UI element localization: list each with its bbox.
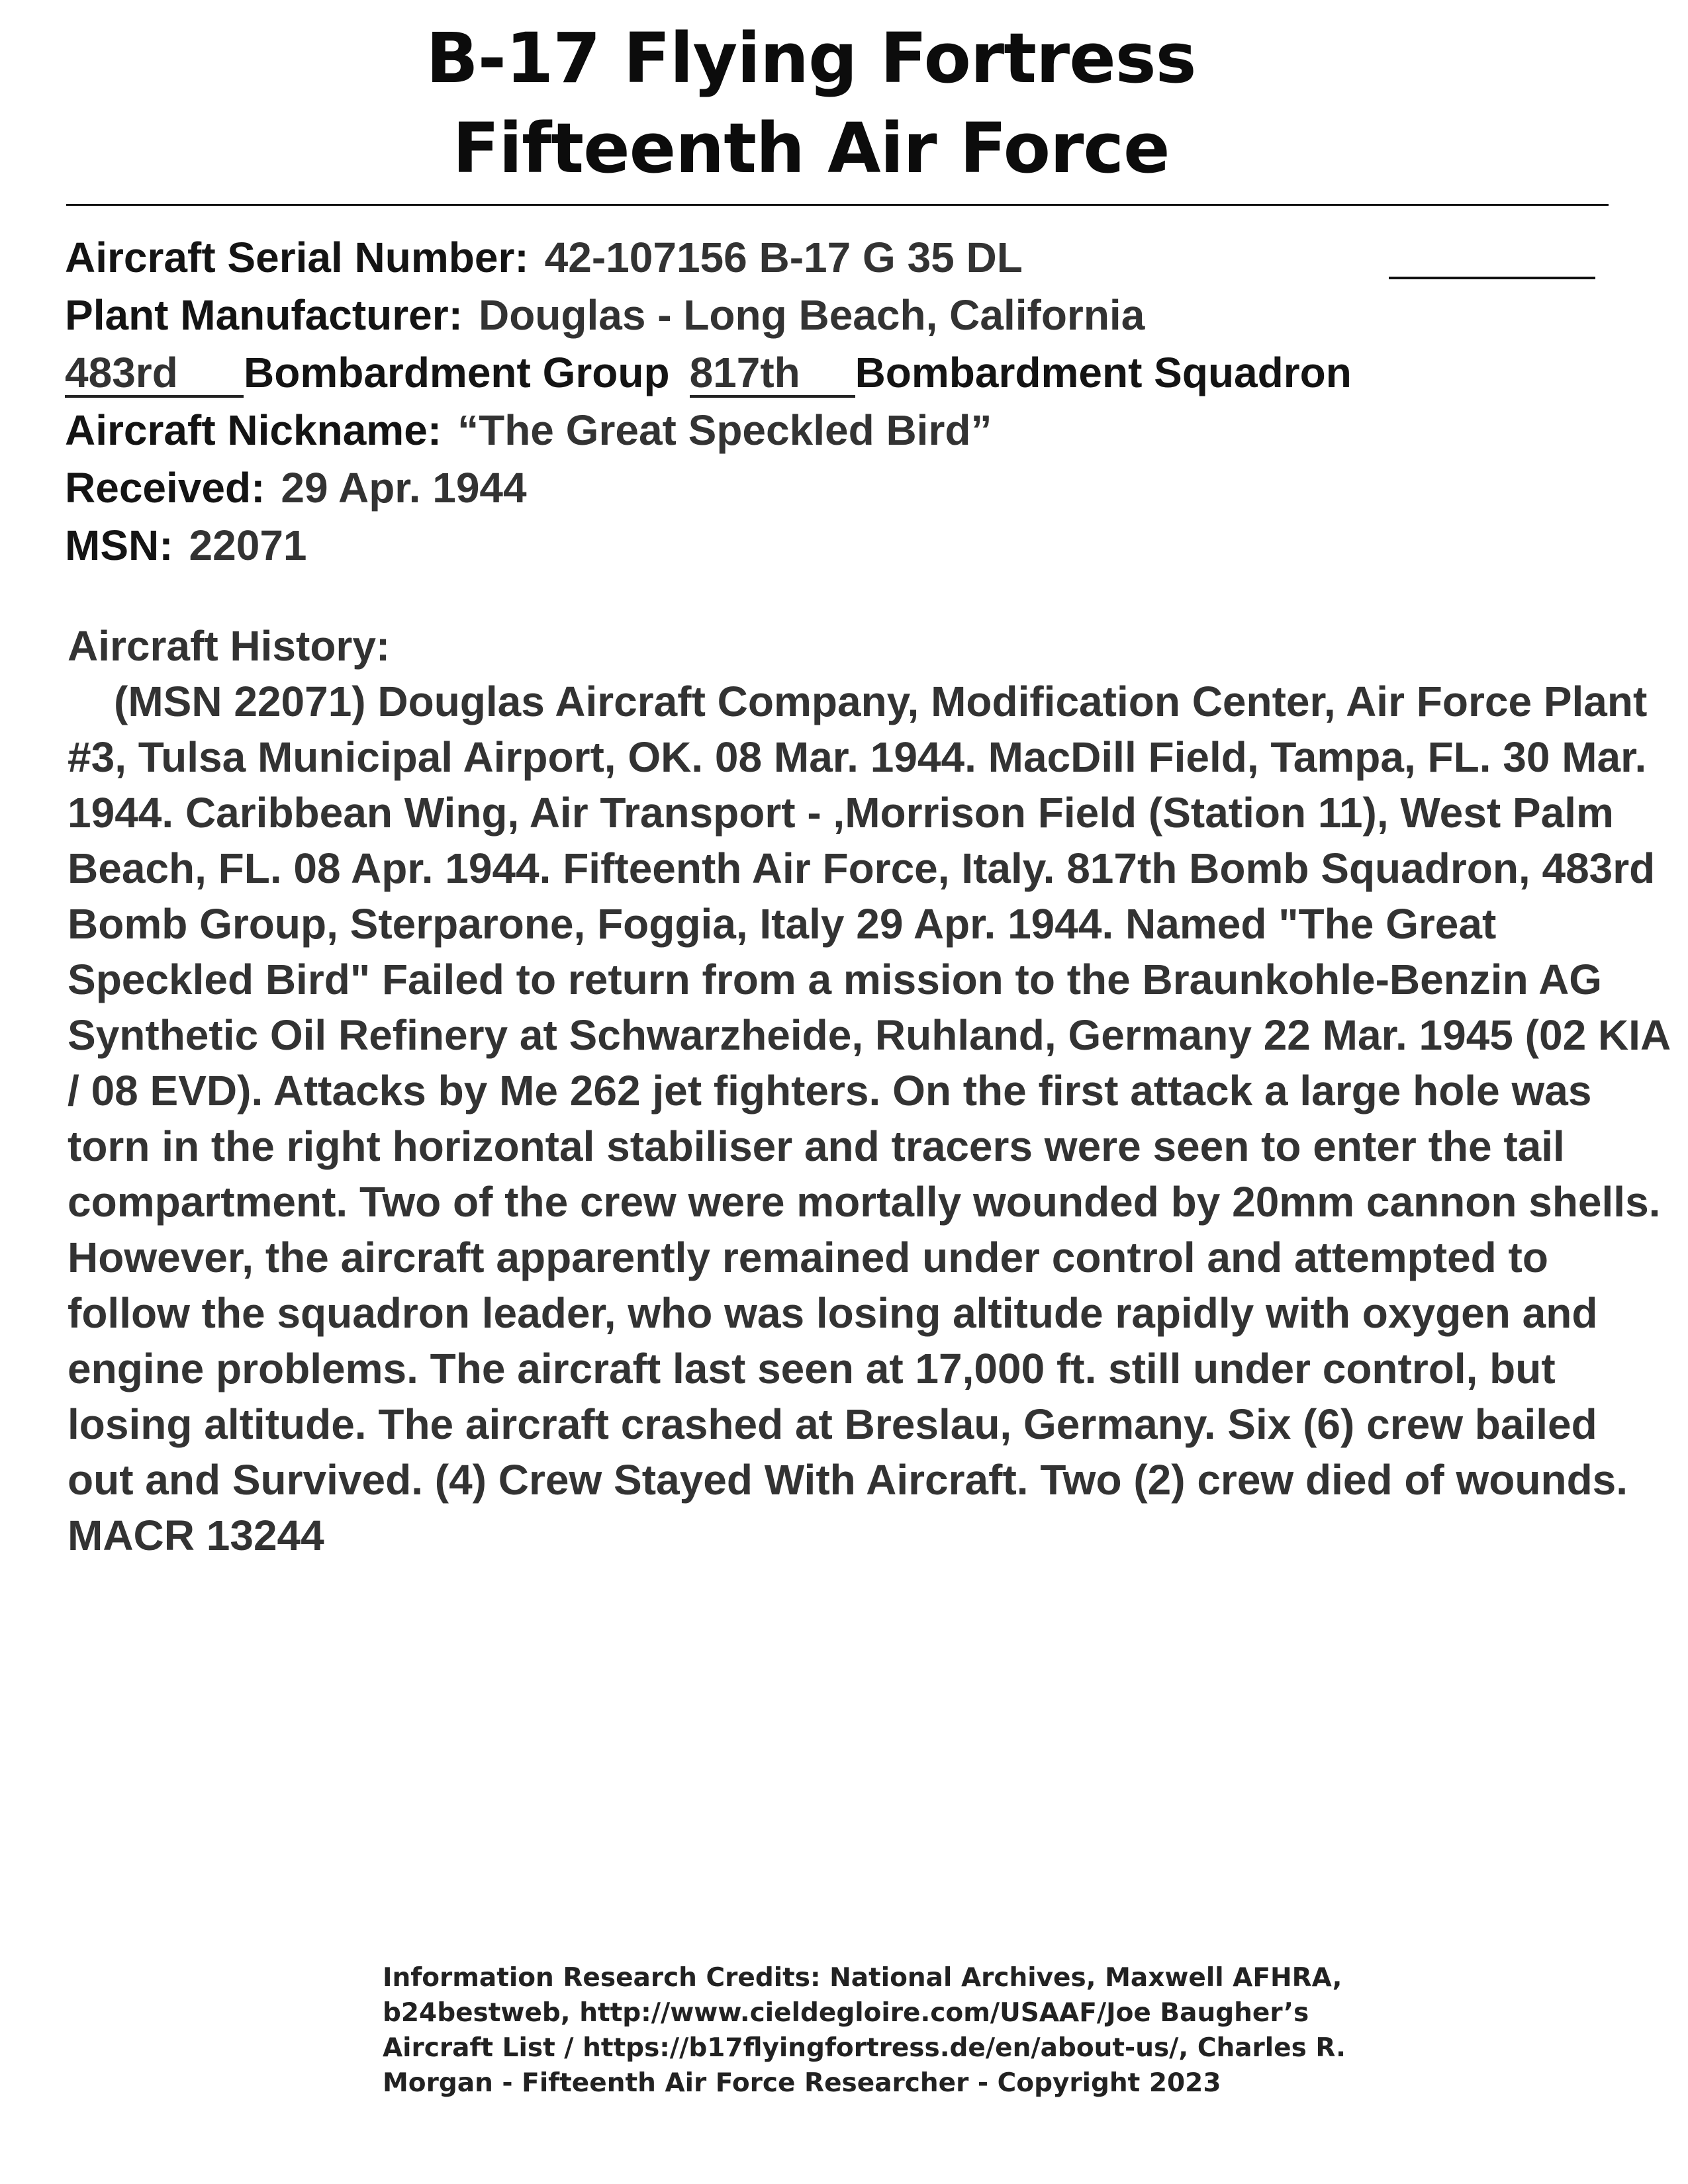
title-line-aircraft: B-17 Flying Fortress (426, 18, 1196, 99)
credits-line-1: Information Research Credits: National Archives, Maxwell AFHRA, (383, 1963, 1342, 1993)
manufacturer-row (65, 287, 1607, 344)
credits-line-2: b24bestweb, http://www.cieldegloire.com/USAAF/Joe Baugher’s (383, 1998, 1309, 2028)
nickname-row (65, 402, 1607, 459)
aircraft-fields (65, 229, 1607, 574)
document-title (0, 13, 1622, 193)
manufacturer-value: Douglas - Long Beach, California (478, 291, 1145, 339)
serial-number-label: Aircraft Serial Number: (65, 234, 529, 281)
blank-fill-line (1389, 277, 1595, 279)
nickname-value: “The Great Speckled Bird” (457, 406, 992, 454)
received-value: 29 Apr. 1944 (281, 464, 527, 512)
research-credits (383, 1960, 1376, 2101)
title-line-air-force: Fifteenth Air Force (452, 108, 1170, 189)
msn-row (65, 517, 1607, 574)
squadron-number-value: 817th (690, 350, 855, 398)
credits-line-4: Morgan - Fifteenth Air Force Researcher - Copyright 2023 (383, 2068, 1221, 2098)
group-number-value: 483rd (65, 350, 244, 398)
credits-line-3: Aircraft List / https://b17flyingfortress.de/en/about-us/, Charles R. (383, 2033, 1346, 2063)
msn-label: MSN: (65, 522, 173, 569)
received-row (65, 459, 1607, 517)
title-divider (66, 204, 1609, 206)
nickname-label: Aircraft Nickname: (65, 406, 442, 454)
history-body: (MSN 22071) Douglas Aircraft Company, Modification Center, Air Force Plant #3, Tulsa Municipal Airport, OK. 08 Mar. 1944. MacDill Field, Tampa, FL. 30 Mar. 1944. Caribbean Wing, Air Transport - ,Morrison Field (Station 11), West Palm Beach, FL. 08 Apr. 1944. Fifteenth Air Force, Italy. 817th Bomb Squadron, 483rd Bomb Group, Sterparone, Foggia, Italy 29 Apr. 1944. Named "The Great Speckled Bird" Failed to return from a mission to the Braunkohle-Benzin AG Synthetic Oil Refinery at Schwarzheide, Ruhland, Germany 22 Mar. 1945 (02 KIA / 08 EVD). Attacks by Me 262 jet fighters. On the first attack a large hole was torn in the right horizontal stabiliser and tracers were seen to enter the tail compartment. Two of the crew were mortally wounded by 20mm cannon shells. However, the aircraft apparently remained under control and attempted to follow the squadron leader, who was losing altitude rapidly with oxygen and engine problems. The aircraft last seen at 17,000 ft. still under control, but losing altitude. The aircraft crashed at Breslau, Germany. Six (6) crew bailed out and Survived. (4) Crew Stayed With Aircraft. Two (2) crew died of wounds. (68, 678, 1669, 1504)
history-heading: Aircraft History: (68, 622, 391, 670)
manufacturer-label: Plant Manufacturer: (65, 291, 463, 339)
squadron-label: Bombardment Squadron (855, 349, 1352, 396)
received-label: Received: (65, 464, 265, 512)
aircraft-history-section (68, 618, 1669, 1563)
unit-row (65, 344, 1607, 402)
macr-number: MACR 13244 (68, 1512, 324, 1559)
serial-number-value: 42-107156 B-17 G 35 DL (544, 234, 1023, 281)
group-label: Bombardment Group (244, 349, 670, 396)
serial-number-row (65, 229, 1607, 287)
msn-value: 22071 (189, 522, 307, 569)
